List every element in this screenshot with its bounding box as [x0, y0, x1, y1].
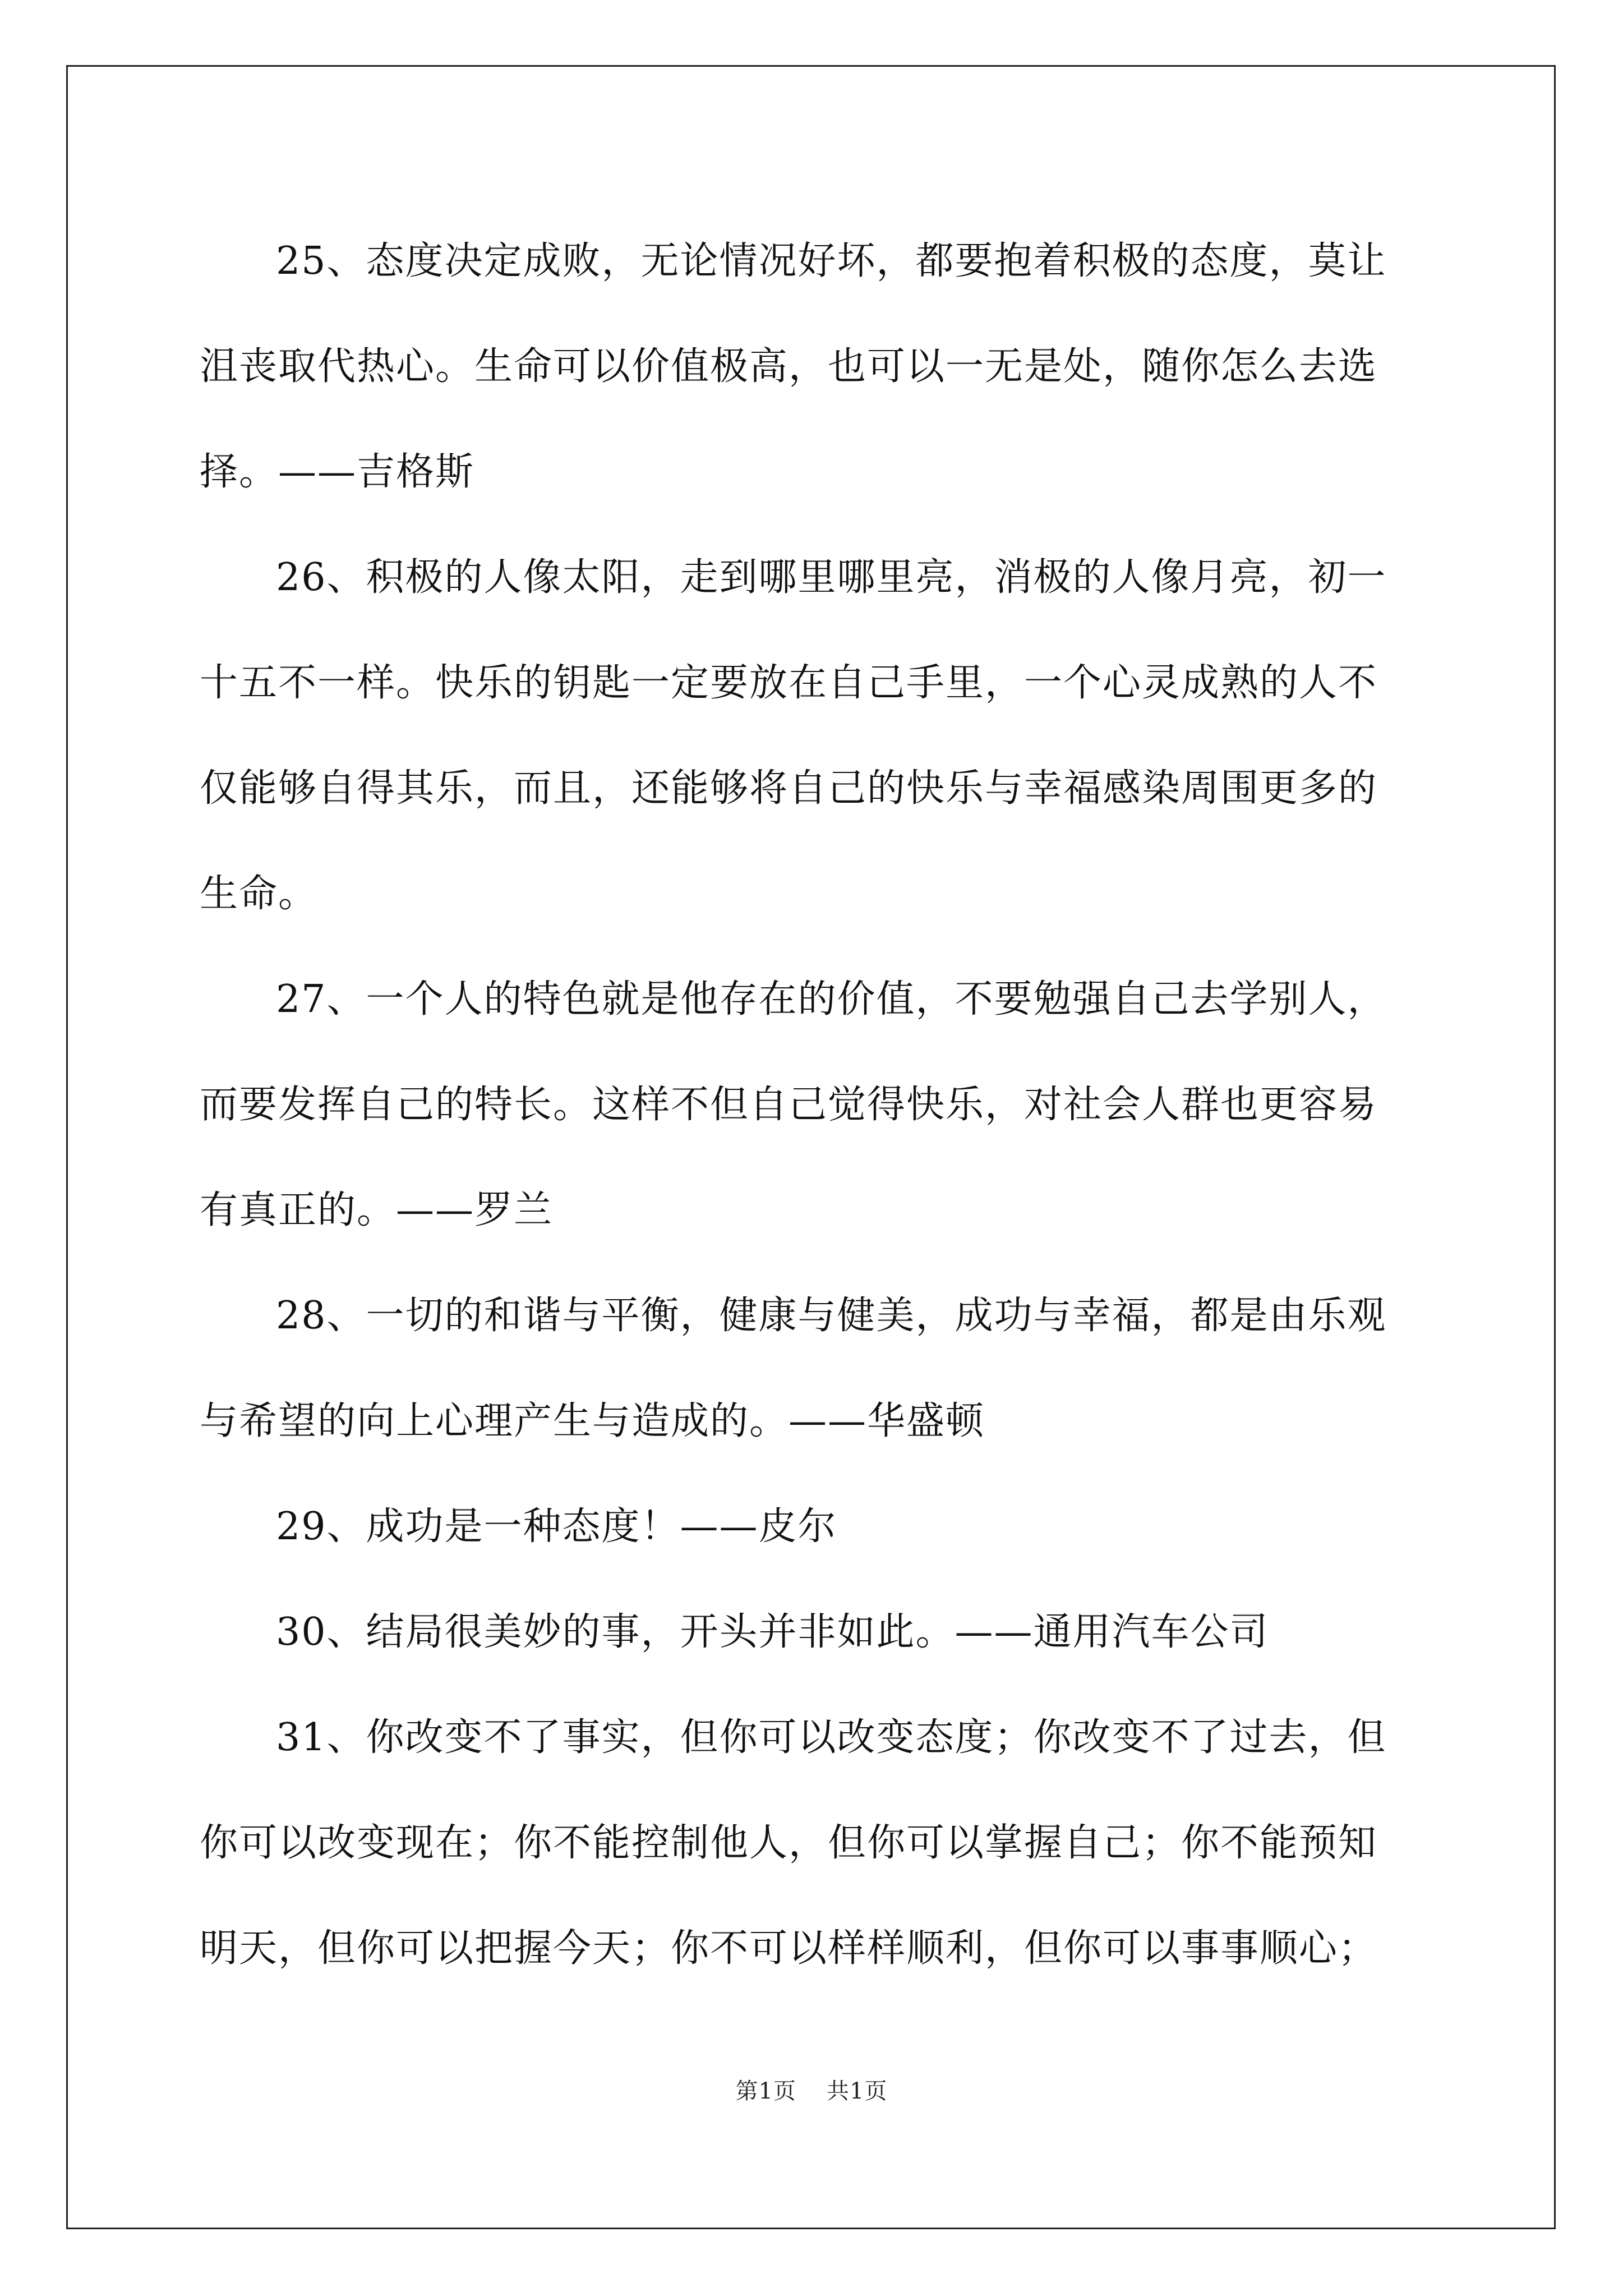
text-line: 30、结局很美妙的事，开头并非如此。——通用汽车公司 — [276, 1610, 1269, 1654]
text-line: 27、一个人的特色就是他存在的价值，不要勉强自己去学别人， — [276, 977, 1387, 1022]
text-line: 生命。 — [200, 872, 318, 916]
text-line: 有真正的。——罗兰 — [200, 1188, 554, 1232]
paragraph-27 — [200, 947, 1433, 1263]
text-line: 29、成功是一种态度！——皮尔 — [276, 1504, 837, 1549]
text-line: 明天，但你可以把握今天；你不可以样样顺利，但你可以事事顺心； — [200, 1926, 1378, 1971]
text-line: 28、一切的和谐与平衡，健康与健美，成功与幸福，都是由乐观 — [276, 1294, 1387, 1338]
text-line: 十五不一样。快乐的钥匙一定要放在自己手里，一个心灵成熟的人不 — [200, 661, 1378, 705]
text-line: 仅能够自得其乐，而且，还能够将自己的快乐与幸福感染周围更多的 — [200, 766, 1378, 811]
text-line: 沮丧取代热心。生命可以价值极高，也可以一无是处，随你怎么去选 — [200, 344, 1378, 389]
text-line: 25、态度决定成败，无论情况好坏，都要抱着积极的态度，莫让 — [276, 239, 1387, 283]
text-line: 而要发挥自己的特长。这样不但自己觉得快乐，对社会人群也更容易 — [200, 1083, 1378, 1127]
page-number-total: 共1页 — [827, 2078, 888, 2104]
text-line: 与希望的向上心理产生与造成的。——华盛顿 — [200, 1399, 985, 1443]
paragraph-26 — [200, 525, 1433, 947]
text-line: 择。——吉格斯 — [200, 450, 475, 494]
paragraph-29 — [200, 1474, 1433, 1580]
paragraph-30 — [200, 1580, 1433, 1685]
page-number-current: 第1页 — [735, 2078, 796, 2104]
text-line: 26、积极的人像太阳，走到哪里哪里亮，消极的人像月亮，初一 — [276, 555, 1387, 600]
text-line: 你可以改变现在；你不能控制他人，但你可以掌握自己；你不能预知 — [200, 1821, 1378, 1865]
paragraph-25 — [200, 209, 1433, 525]
paragraph-31 — [200, 1685, 1433, 2001]
page-footer — [0, 2073, 1623, 2105]
document-body — [200, 209, 1433, 2001]
paragraph-28 — [200, 1263, 1433, 1474]
text-line: 31、你改变不了事实，但你可以改变态度；你改变不了过去，但 — [276, 1715, 1387, 1760]
